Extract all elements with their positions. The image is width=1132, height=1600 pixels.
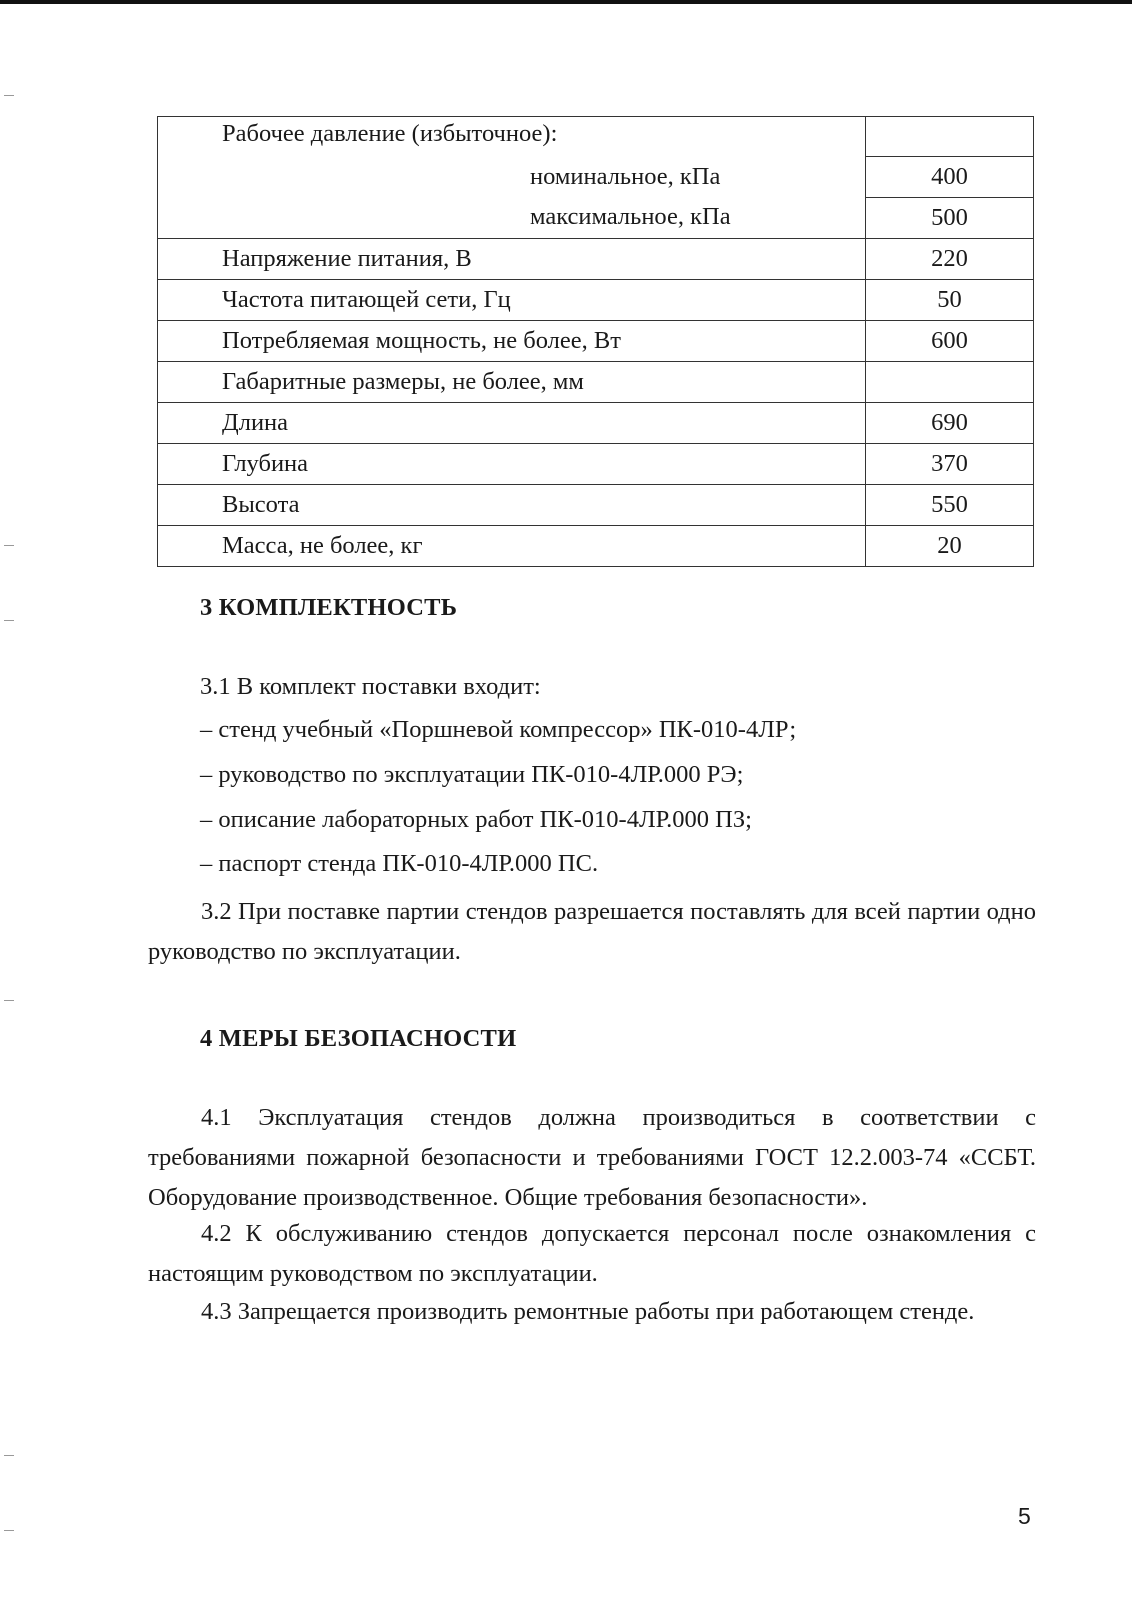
pressure-label-cell [158,117,866,239]
pressure-label: Рабочее давление (избыточное): [222,120,558,147]
section-3-intro: 3.1 В комплект поставки входит: [200,673,541,700]
row-value: 20 [866,526,1034,567]
row-value: 220 [866,239,1034,280]
table-row [158,485,1034,526]
list-item: – описание лабораторных работ ПК-010-4ЛР.000 ПЗ; [200,806,752,833]
table-row [158,444,1034,485]
row-label: Напряжение питания, В [158,239,866,280]
row-value: 690 [866,403,1034,444]
pressure-value-cell [866,117,1034,239]
scan-mark [4,545,14,546]
page-number: 5 [1018,1503,1031,1529]
table-row [158,526,1034,567]
row-label: Высота [158,485,866,526]
list-item: – руководство по эксплуатации ПК-010-4ЛР.000 РЭ; [200,761,744,788]
paragraph-4-1: 4.1 Эксплуатация стендов должна производиться в соответствии с требованиями пожарной безопасности и требованиями ГОСТ 12.2.003-74 «ССБТ. Оборудование производственное. Общие требования безопасности». [148,1104,1036,1211]
row-label: Длина [158,403,866,444]
section-3-heading: 3 КОМПЛЕКТНОСТЬ [200,594,458,621]
nominal-pressure-value: 400 [866,157,1033,198]
row-value [866,362,1034,403]
section-4-heading: 4 МЕРЫ БЕЗОПАСНОСТИ [200,1025,517,1052]
paragraph-4-3: 4.3 Запрещается производить ремонтные работы при работающем стенде. [201,1298,975,1325]
scan-mark [4,95,14,96]
max-pressure-value: 500 [931,204,968,231]
table-row [158,280,1034,321]
row-label: Габаритные размеры, не более, мм [158,362,866,403]
row-value: 50 [866,280,1034,321]
paragraph-3-2: 3.2 При поставке партии стендов разрешается поставлять для всей партии одно руководство по эксплуатации. [148,898,1036,965]
table-row [158,362,1034,403]
scan-mark [4,1530,14,1531]
row-value: 600 [866,321,1034,362]
row-label: Масса, не более, кг [158,526,866,567]
nominal-pressure-label: номинальное, кПа [530,163,721,190]
scan-mark [4,620,14,621]
table-row-pressure [158,117,1034,239]
row-value: 550 [866,485,1034,526]
table-row [158,403,1034,444]
specifications-table [157,116,1034,567]
top-border-line [0,0,1132,4]
list-item: – стенд учебный «Поршневой компрессор» ПК-010-4ЛР; [200,716,797,743]
row-label: Потребляемая мощность, не более, Вт [158,321,866,362]
paragraph-4-2: 4.2 К обслуживанию стендов допускается персонал после ознакомления с настоящим руководством по эксплуатации. [148,1220,1036,1287]
table-row [158,239,1034,280]
row-label: Частота питающей сети, Гц [158,280,866,321]
scan-mark [4,1000,14,1001]
list-item: – паспорт стенда ПК-010-4ЛР.000 ПС. [200,850,599,877]
row-label: Глубина [158,444,866,485]
row-value: 370 [866,444,1034,485]
table-row [158,321,1034,362]
scan-mark [4,1455,14,1456]
max-pressure-label: максимальное, кПа [530,203,731,230]
